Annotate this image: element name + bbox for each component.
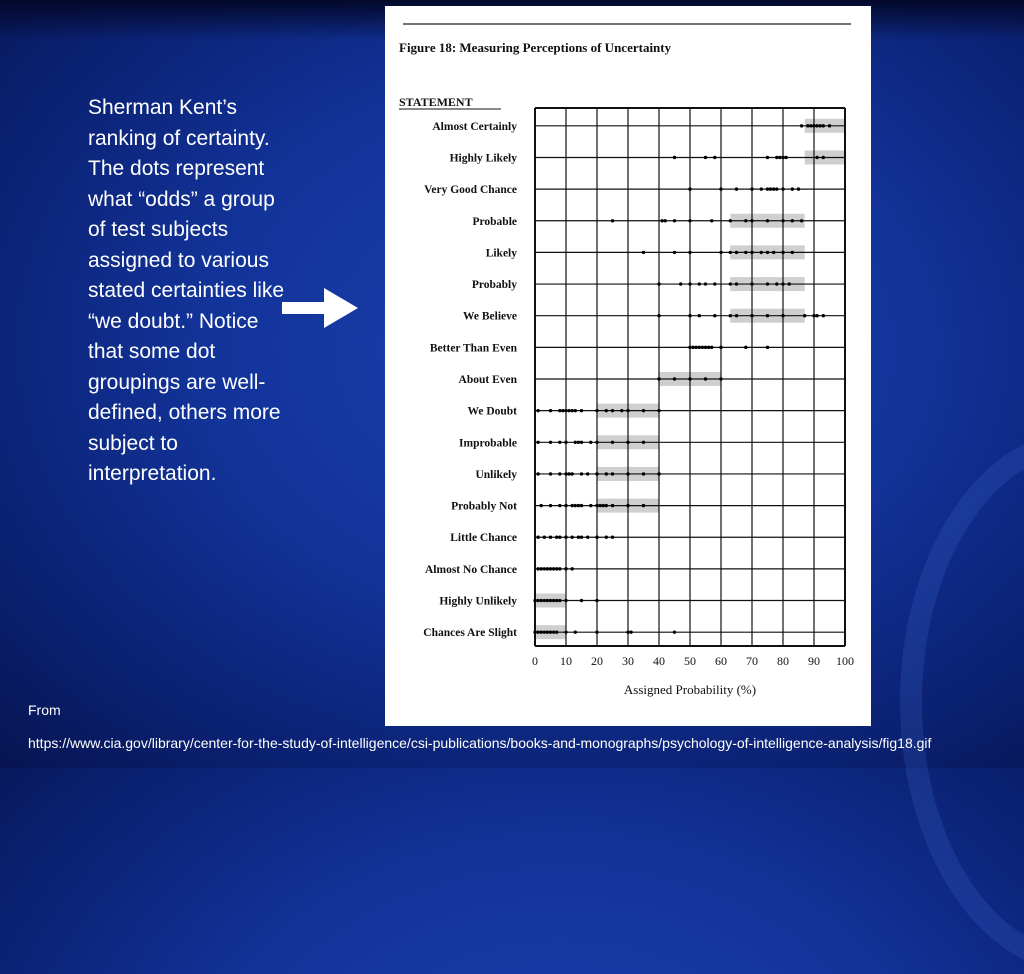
data-point <box>540 630 543 633</box>
data-point <box>543 599 546 602</box>
data-point <box>611 409 614 412</box>
data-point <box>580 472 583 475</box>
data-point <box>679 282 682 285</box>
data-point <box>719 377 722 380</box>
data-point <box>564 409 567 412</box>
data-point <box>555 630 558 633</box>
data-point <box>673 630 676 633</box>
x-tick-label: 50 <box>684 654 696 668</box>
data-point <box>571 567 574 570</box>
data-point <box>626 441 629 444</box>
category-label: Almost No Chance <box>425 563 517 576</box>
data-point <box>822 124 825 127</box>
data-point <box>781 219 784 222</box>
data-point <box>564 472 567 475</box>
data-point <box>788 282 791 285</box>
chart-title: Figure 18: Measuring Perceptions of Uncertainty <box>399 40 672 55</box>
data-point <box>695 346 698 349</box>
data-point <box>744 219 747 222</box>
data-point <box>791 219 794 222</box>
data-point <box>555 567 558 570</box>
data-point <box>552 599 555 602</box>
data-point <box>673 219 676 222</box>
data-point <box>775 187 778 190</box>
data-point <box>809 124 812 127</box>
data-point <box>657 282 660 285</box>
data-point <box>819 124 822 127</box>
data-point <box>536 567 539 570</box>
data-point <box>574 409 577 412</box>
data-point <box>750 282 753 285</box>
data-point <box>822 156 825 159</box>
source-url[interactable]: https://www.cia.gov/library/center-for-the-study-of-intelligence/csi-publications/books-and-monographs/psychology-of-intelligence-analysis/fig18.gif <box>28 735 932 751</box>
data-point <box>549 409 552 412</box>
x-tick-label: 30 <box>622 654 634 668</box>
data-point <box>571 409 574 412</box>
category-label: Very Good Chance <box>424 184 517 197</box>
data-point <box>797 187 800 190</box>
data-point <box>558 567 561 570</box>
data-point <box>564 599 567 602</box>
data-point <box>704 282 707 285</box>
data-point <box>750 187 753 190</box>
category-label: Chances Are Slight <box>423 627 517 640</box>
data-point <box>729 219 732 222</box>
data-point <box>766 282 769 285</box>
x-tick-label: 10 <box>560 654 572 668</box>
data-point <box>611 504 614 507</box>
data-point <box>567 472 570 475</box>
data-point <box>605 536 608 539</box>
data-point <box>546 630 549 633</box>
x-tick-label: 90 <box>808 654 820 668</box>
data-point <box>543 567 546 570</box>
data-point <box>564 504 567 507</box>
data-point <box>533 599 536 602</box>
data-point <box>580 536 583 539</box>
data-point <box>555 599 558 602</box>
data-point <box>704 156 707 159</box>
data-point <box>589 441 592 444</box>
data-point <box>549 567 552 570</box>
data-point <box>571 504 574 507</box>
data-point <box>781 282 784 285</box>
data-point <box>704 346 707 349</box>
data-point <box>719 187 722 190</box>
data-point <box>698 314 701 317</box>
data-point <box>750 219 753 222</box>
data-point <box>586 536 589 539</box>
data-point <box>543 630 546 633</box>
data-point <box>536 599 539 602</box>
data-point <box>744 251 747 254</box>
data-point <box>710 219 713 222</box>
data-point <box>781 156 784 159</box>
data-point <box>589 504 592 507</box>
data-point <box>611 472 614 475</box>
data-point <box>791 251 794 254</box>
data-point <box>828 124 831 127</box>
data-point <box>580 599 583 602</box>
x-tick-label: 0 <box>532 654 538 668</box>
data-point <box>564 441 567 444</box>
category-label: Better Than Even <box>429 342 517 355</box>
data-point <box>701 346 704 349</box>
category-label: Probable <box>472 215 517 228</box>
data-point <box>549 441 552 444</box>
data-point <box>750 314 753 317</box>
data-point <box>704 377 707 380</box>
data-point <box>536 441 539 444</box>
data-point <box>540 504 543 507</box>
x-tick-label: 60 <box>715 654 727 668</box>
data-point <box>698 282 701 285</box>
data-point <box>595 409 598 412</box>
data-point <box>540 567 543 570</box>
data-point <box>577 504 580 507</box>
data-point <box>558 472 561 475</box>
data-point <box>602 504 605 507</box>
data-point <box>642 251 645 254</box>
data-point <box>629 630 632 633</box>
category-label: Probably Not <box>451 500 517 513</box>
data-point <box>766 251 769 254</box>
data-point <box>735 314 738 317</box>
data-point <box>750 251 753 254</box>
data-point <box>536 472 539 475</box>
data-point <box>735 282 738 285</box>
data-point <box>673 251 676 254</box>
category-label: Probably <box>471 279 517 292</box>
data-point <box>626 472 629 475</box>
data-point <box>642 472 645 475</box>
data-point <box>766 187 769 190</box>
data-point <box>642 441 645 444</box>
data-point <box>605 409 608 412</box>
data-point <box>536 630 539 633</box>
data-point <box>673 156 676 159</box>
category-label: Almost Certainly <box>432 120 517 133</box>
data-point <box>580 409 583 412</box>
data-point <box>735 187 738 190</box>
data-point <box>564 567 567 570</box>
data-point <box>657 472 660 475</box>
category-label: Little Chance <box>450 532 517 545</box>
data-point <box>564 630 567 633</box>
data-point <box>552 567 555 570</box>
data-point <box>611 536 614 539</box>
data-point <box>549 630 552 633</box>
data-point <box>815 124 818 127</box>
x-tick-label: 20 <box>591 654 603 668</box>
data-point <box>781 251 784 254</box>
data-point <box>766 219 769 222</box>
data-point <box>775 156 778 159</box>
data-point <box>642 409 645 412</box>
data-point <box>713 282 716 285</box>
data-point <box>586 472 589 475</box>
data-point <box>549 599 552 602</box>
data-point <box>815 314 818 317</box>
data-point <box>546 567 549 570</box>
x-tick-label: 70 <box>746 654 758 668</box>
data-point <box>642 504 645 507</box>
data-point <box>766 314 769 317</box>
data-point <box>707 346 710 349</box>
data-point <box>800 124 803 127</box>
data-point <box>729 314 732 317</box>
data-point <box>595 536 598 539</box>
data-point <box>549 472 552 475</box>
data-point <box>688 187 691 190</box>
source-label: From <box>28 702 61 718</box>
data-point <box>595 472 598 475</box>
data-point <box>688 251 691 254</box>
data-point <box>571 472 574 475</box>
category-label: Improbable <box>459 437 517 450</box>
data-point <box>626 409 629 412</box>
data-point <box>688 377 691 380</box>
data-point <box>719 346 722 349</box>
data-point <box>546 599 549 602</box>
x-tick-label: 80 <box>777 654 789 668</box>
x-tick-label: 100 <box>836 654 854 668</box>
data-point <box>822 314 825 317</box>
data-point <box>657 377 660 380</box>
data-point <box>812 124 815 127</box>
data-point <box>561 409 564 412</box>
data-point <box>567 409 570 412</box>
x-axis-label: Assigned Probability (%) <box>623 682 757 697</box>
data-point <box>766 346 769 349</box>
data-point <box>673 377 676 380</box>
category-label: About Even <box>458 374 517 386</box>
data-point <box>577 536 580 539</box>
category-label: Unlikely <box>475 468 517 481</box>
data-point <box>574 504 577 507</box>
data-point <box>766 156 769 159</box>
data-point <box>775 282 778 285</box>
data-point <box>574 441 577 444</box>
data-point <box>558 409 561 412</box>
data-point <box>781 314 784 317</box>
data-point <box>812 314 815 317</box>
data-point <box>791 187 794 190</box>
data-point <box>688 314 691 317</box>
category-header: STATEMENT <box>399 95 473 109</box>
data-point <box>580 504 583 507</box>
data-point <box>815 156 818 159</box>
data-point <box>664 219 667 222</box>
data-point <box>549 504 552 507</box>
data-point <box>778 156 781 159</box>
data-point <box>540 599 543 602</box>
data-point <box>533 630 536 633</box>
x-tick-label: 40 <box>653 654 665 668</box>
data-point <box>536 409 539 412</box>
right-arrow-icon <box>282 286 360 330</box>
data-point <box>595 630 598 633</box>
data-point <box>605 504 608 507</box>
category-label: Likely <box>485 247 517 260</box>
data-point <box>574 630 577 633</box>
data-point <box>657 409 660 412</box>
data-point <box>552 630 555 633</box>
data-point <box>760 251 763 254</box>
category-label: Highly Unlikely <box>439 595 517 608</box>
data-point <box>688 346 691 349</box>
data-point <box>580 441 583 444</box>
data-point <box>713 156 716 159</box>
data-point <box>626 630 629 633</box>
data-point <box>772 251 775 254</box>
data-point <box>784 156 787 159</box>
data-point <box>620 409 623 412</box>
data-point <box>713 314 716 317</box>
background-swoosh <box>900 430 1024 974</box>
data-point <box>735 251 738 254</box>
data-point <box>688 282 691 285</box>
data-point <box>800 219 803 222</box>
data-point <box>558 599 561 602</box>
category-label: Highly Likely <box>449 152 517 165</box>
data-point <box>558 504 561 507</box>
data-point <box>803 314 806 317</box>
data-point <box>806 124 809 127</box>
data-point <box>698 346 701 349</box>
data-point <box>626 504 629 507</box>
data-point <box>595 599 598 602</box>
data-point <box>691 346 694 349</box>
data-point <box>611 441 614 444</box>
data-point <box>719 251 722 254</box>
data-point <box>536 536 539 539</box>
data-point <box>558 441 561 444</box>
data-point <box>729 282 732 285</box>
data-point <box>555 536 558 539</box>
category-label: We Doubt <box>467 405 517 418</box>
data-point <box>543 536 546 539</box>
data-point <box>595 504 598 507</box>
data-point <box>564 536 567 539</box>
data-point <box>571 536 574 539</box>
uncertainty-chart <box>385 6 871 726</box>
data-point <box>558 536 561 539</box>
data-point <box>772 187 775 190</box>
data-point <box>605 472 608 475</box>
data-point <box>744 346 747 349</box>
data-point <box>769 187 772 190</box>
data-point <box>781 187 784 190</box>
data-point <box>598 504 601 507</box>
data-point <box>595 441 598 444</box>
data-point <box>760 187 763 190</box>
data-point <box>660 219 663 222</box>
data-point <box>611 219 614 222</box>
data-point <box>710 346 713 349</box>
data-point <box>577 441 580 444</box>
category-label: We Believe <box>463 310 517 323</box>
data-point <box>657 314 660 317</box>
data-point <box>549 536 552 539</box>
slide-caption: Sherman Kent’s ranking of certainty. The dots represent what “odds” a group of test subjects assigned to various stated certainties like “we doubt.” Notice that some dot groupings are well-defined, others more subject to interpretation. <box>88 96 285 485</box>
figure-panel <box>385 6 871 726</box>
data-point <box>688 219 691 222</box>
data-point <box>729 251 732 254</box>
